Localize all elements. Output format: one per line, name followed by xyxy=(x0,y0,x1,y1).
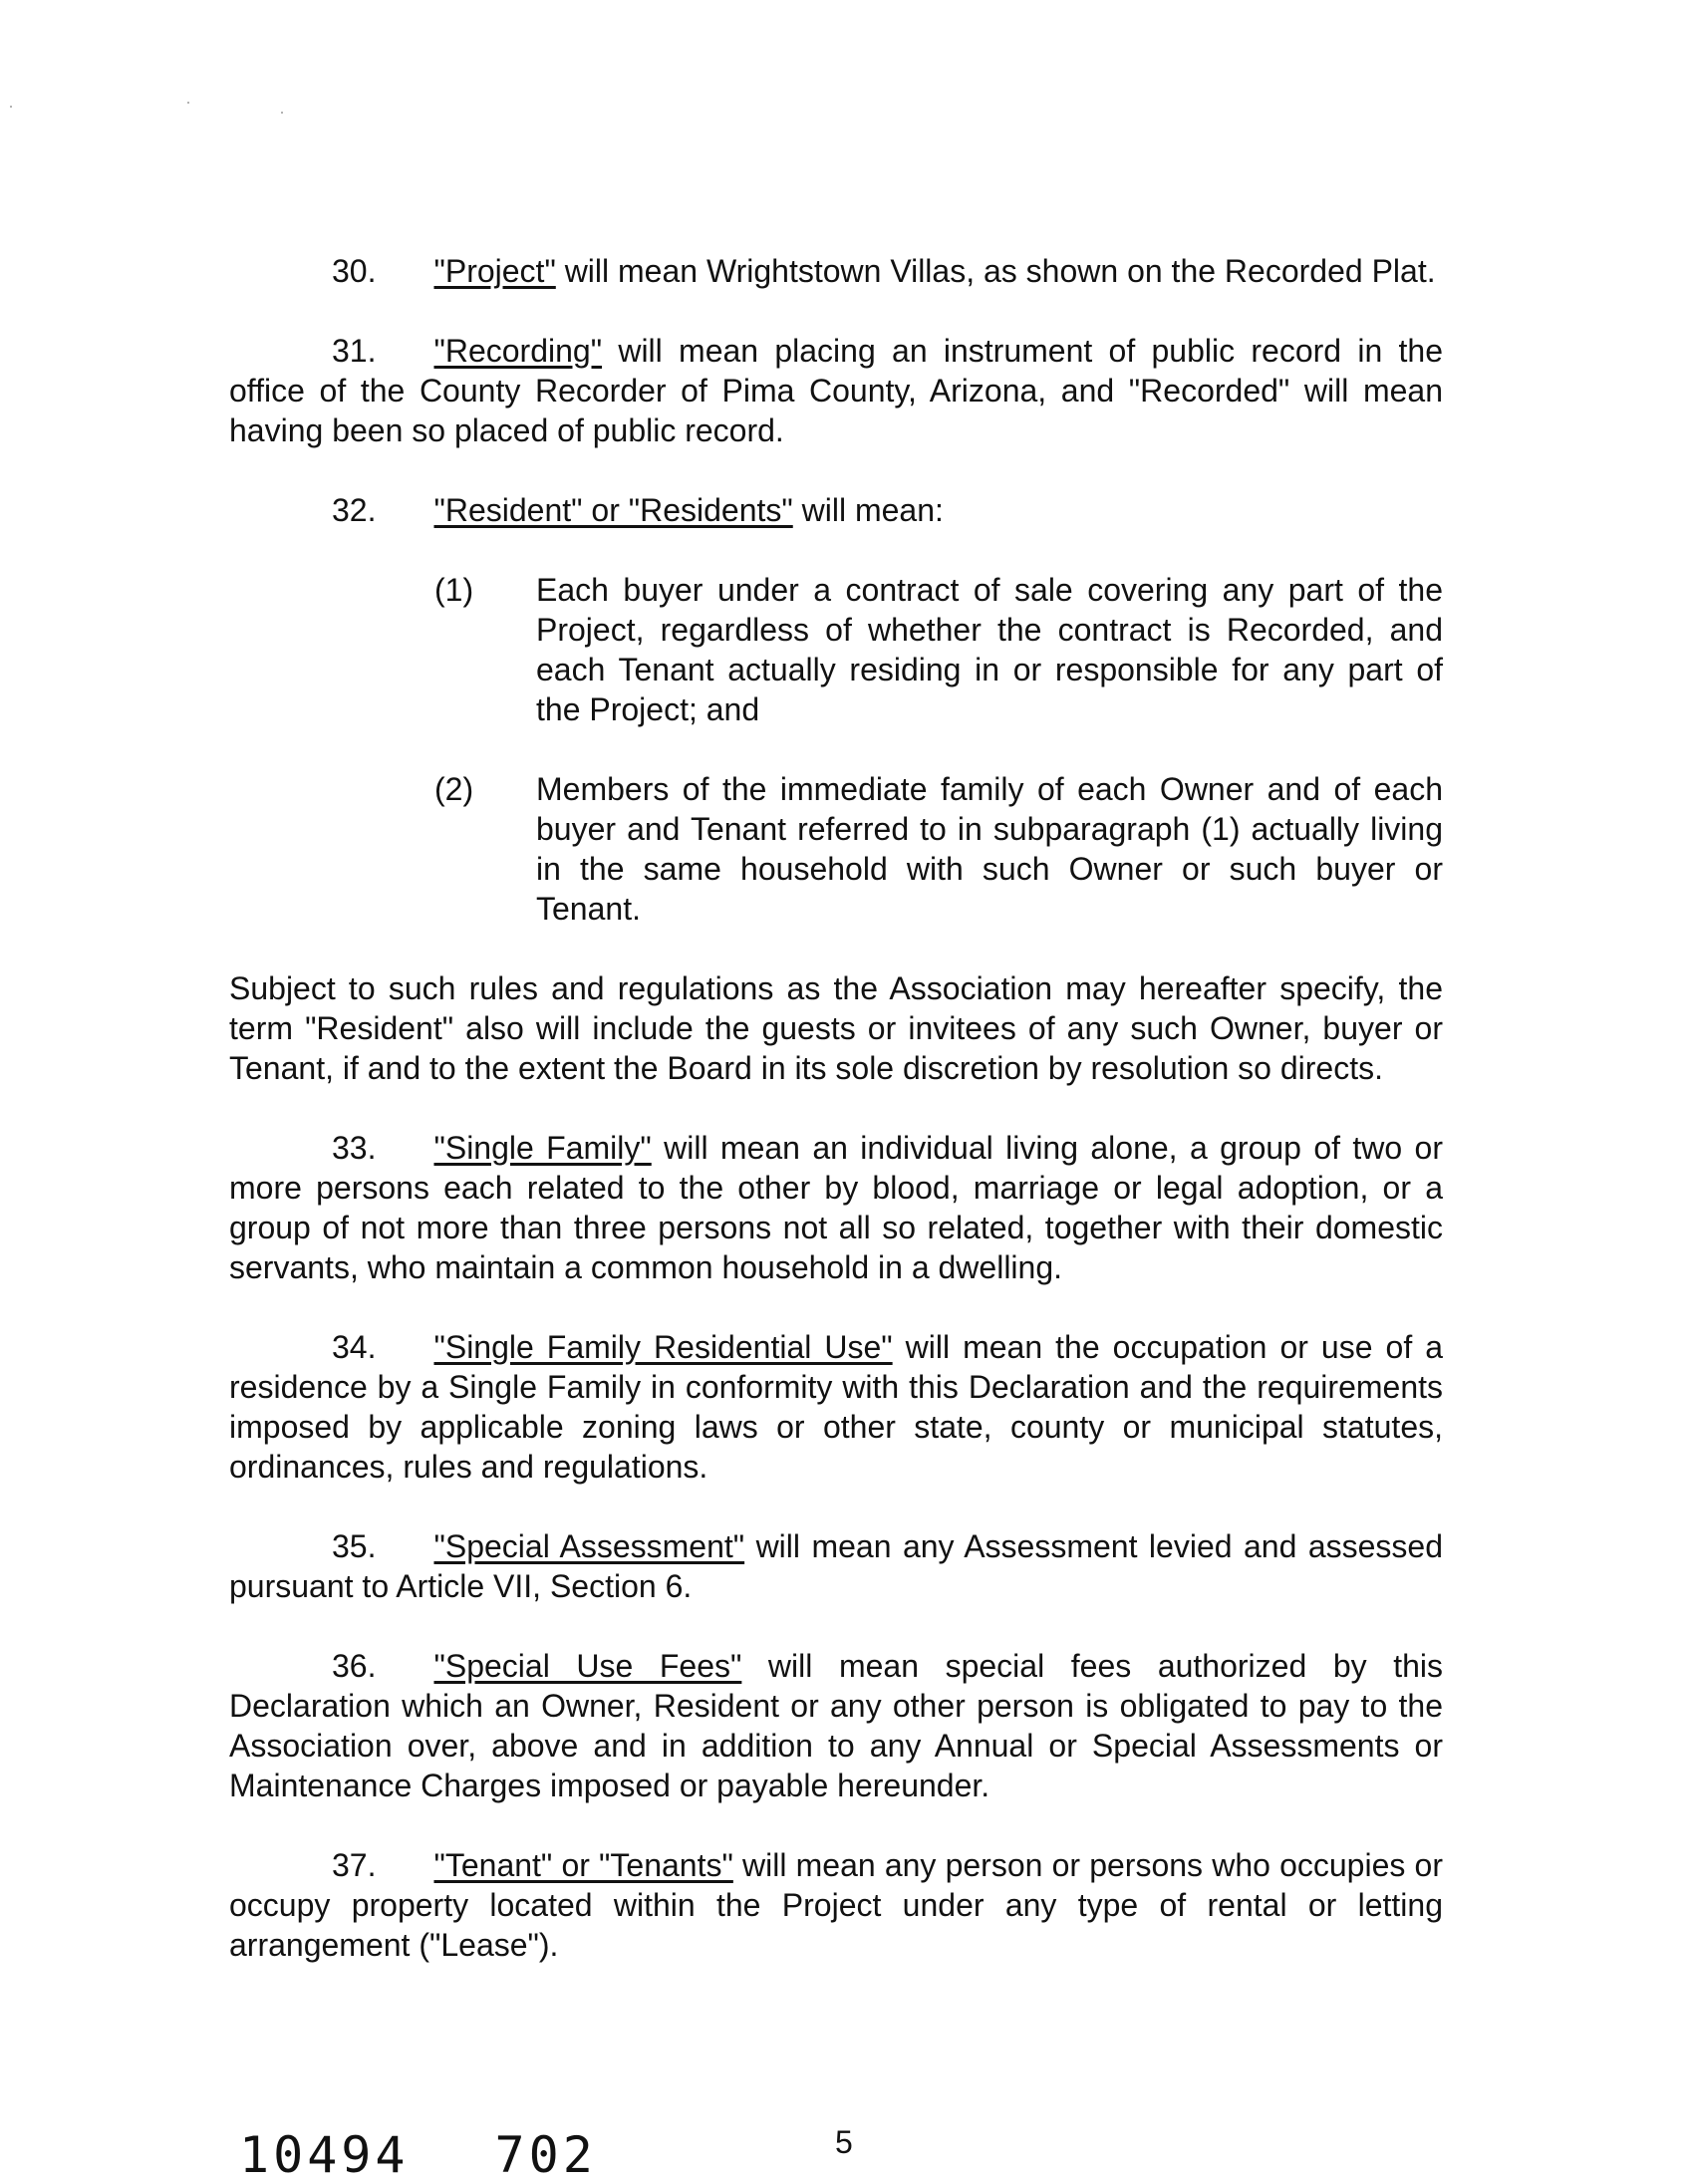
page-number: 5 xyxy=(835,2124,853,2160)
subparagraph-number: (2) xyxy=(434,771,474,807)
subparagraph-2 xyxy=(229,769,1443,929)
defined-term: "Resident" or "Residents" xyxy=(433,492,793,528)
subparagraph-number: (1) xyxy=(434,572,474,608)
definition-30 xyxy=(229,251,1443,291)
definition-number: 37. xyxy=(332,1847,377,1883)
subparagraph-text: Members of the immediate family of each Owner and of each buyer and Tenant referred to in subparagraph (1) actually living in the same household with such Owner or such buyer or Tenant. xyxy=(536,771,1443,927)
resident-trailing-paragraph: Subject to such rules and regulations as the Association may hereafter specify, the term "Resident" also will include the guests or invitees of any such Owner, buyer or Tenant, if and to the extent the Board in its sole discretion by resolution so directs. xyxy=(229,970,1443,1086)
definition-35 xyxy=(229,1526,1443,1606)
definition-number: 34. xyxy=(332,1329,377,1365)
definition-37 xyxy=(229,1845,1443,1965)
definitions-body xyxy=(229,251,1443,2005)
definition-text: will mean Wrightstown Villas, as shown on the Recorded Plat. xyxy=(555,253,1436,289)
defined-term: "Tenant" or "Tenants" xyxy=(433,1847,733,1883)
subparagraph-text: Each buyer under a contract of sale covering any part of the Project, regardless of whether the contract is Recorded, and each Tenant actually residing in or responsible for any part of the Project; and xyxy=(536,572,1443,727)
scan-speck xyxy=(10,106,12,108)
defined-term: "Single Family" xyxy=(433,1130,652,1166)
definition-number: 31. xyxy=(332,333,377,369)
defined-term: "Special Assessment" xyxy=(433,1528,745,1564)
definition-text: will mean the occupation or use of a residence by a Single Family in conformity with this Declaration and the requirements imposed by applicable zoning laws or other state, county or municipal statutes, ordinances, rules and regulations. xyxy=(229,1329,1444,1485)
definition-33 xyxy=(229,1128,1443,1287)
definition-32 xyxy=(229,490,1443,530)
definition-text: will mean placing an instrument of public record in the office of the County Recorder of Pima County, Arizona, and "Recorded" will mean having been so placed of public record. xyxy=(229,333,1443,448)
definition-number: 36. xyxy=(332,1648,377,1684)
recording-book: 10494 xyxy=(239,2126,410,2184)
recording-stamp xyxy=(239,2127,597,2183)
definition-number: 32. xyxy=(332,492,377,528)
definition-34 xyxy=(229,1327,1443,1487)
scan-speck xyxy=(187,102,189,104)
scan-speck xyxy=(281,112,283,114)
definition-text: will mean any person or persons who occupies or occupy property located within the Project under any type of rental or letting arrangement ("Lease"). xyxy=(229,1847,1444,1963)
scan-specks xyxy=(10,100,299,116)
definition-36 xyxy=(229,1646,1443,1805)
definition-number: 30. xyxy=(332,253,377,289)
recording-page: 702 xyxy=(494,2126,597,2184)
defined-term: "Recording" xyxy=(433,333,603,369)
defined-term: "Single Family Residential Use" xyxy=(433,1329,893,1365)
defined-term: "Special Use Fees" xyxy=(433,1648,742,1684)
subparagraph-1 xyxy=(229,570,1443,729)
definition-text: will mean: xyxy=(792,492,944,528)
definition-number: 33. xyxy=(332,1130,377,1166)
definition-31 xyxy=(229,331,1443,450)
definition-text: will mean special fees authorized by this Declaration which an Owner, Resident or any other person is obligated to pay to the Association over, above and in addition to any Annual or Special Assessments or Maintenance Charges imposed or payable hereunder. xyxy=(229,1648,1444,1803)
definition-text: will mean any Assessment levied and assessed pursuant to Article VII, Section 6. xyxy=(229,1528,1444,1604)
definition-number: 35. xyxy=(332,1528,377,1564)
definition-text: will mean an individual living alone, a group of two or more persons each related to the other by blood, marriage or legal adoption, or a group of not more than three persons not all so related, together with their domestic servants, who maintain a common household in a dwelling. xyxy=(229,1130,1444,1285)
defined-term: "Project" xyxy=(433,253,556,289)
